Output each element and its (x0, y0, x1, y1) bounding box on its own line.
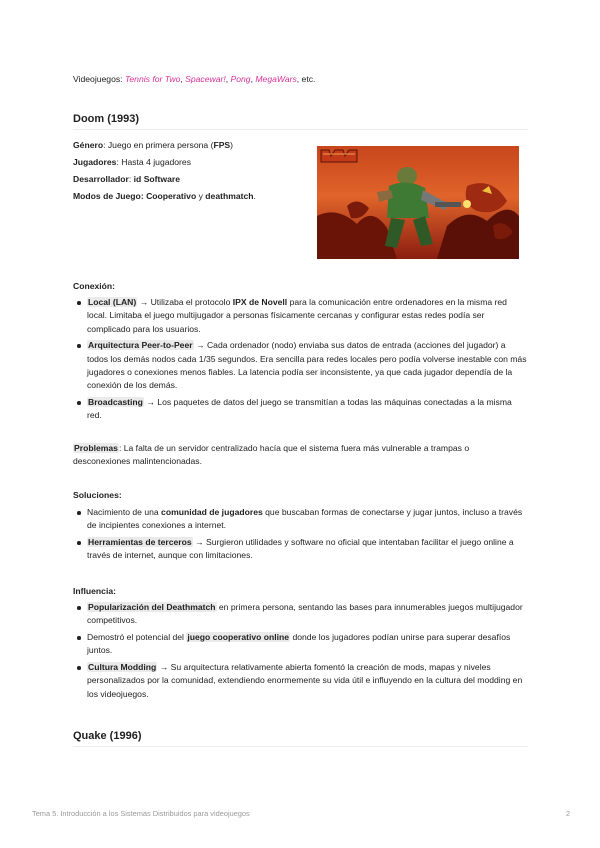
list-item: Herramientas de terceros → Surgieron utilidades y software no oficial que intentaban facilitar el juego online a través de internet, aunque con limitaciones. (73, 536, 528, 563)
list-item: Local (LAN) → Utilizaba el protocolo IPX de Novell para la comunicación entre ordenadores en la misma red local. Limitaba el juego multijugador a personas físicamente cercanas y configurar estas redes podía ser complicado para los usuarios. (73, 296, 528, 336)
conexion-list (73, 296, 528, 426)
influencia-list (73, 601, 528, 705)
link-megawars[interactable]: MegaWars (255, 74, 297, 84)
doom-players: Jugadores: Hasta 4 jugadores (73, 157, 191, 167)
list-item: Popularización del Deathmatch en primera persona, sentando las bases para innumerables juegos multijugador competitivos. (73, 601, 528, 628)
footer-title: Tema 5. Introducción a los Sistemas Distribuidos para videojuegos (32, 809, 250, 818)
doom-modes: Modos de Juego: Cooperativo y deathmatch. (73, 191, 256, 201)
link-pong[interactable]: Pong (230, 74, 251, 84)
section-title-quake: Quake (1996) (73, 730, 142, 742)
soluciones-list (73, 506, 528, 566)
heading-conexion: Conexión: (73, 281, 116, 291)
page-number: 2 (566, 809, 571, 818)
link-tennis-for-two[interactable]: Tennis for Two (124, 74, 181, 84)
section-divider (73, 129, 528, 130)
intro-label: Videojuegos (73, 74, 121, 84)
doom-cover-image (317, 146, 519, 259)
problemas-paragraph: Problemas: La falta de un servidor centralizado hacía que el sistema fuera más vulnerable a trampas o desconexiones malintencionadas. (73, 443, 470, 467)
list-item: Demostró el potencial del juego cooperativo online donde los jugadores podían unirse para superar desafíos juntos. (73, 631, 528, 658)
doom-genre: Género: Juego en primera persona (FPS) (73, 140, 234, 150)
list-item: Cultura Modding → Su arquitectura relativamente abierta fomentó la creación de mods, mapas y niveles personalizados por la comunidad, extendiendo enormemente su vida útil e influyendo en la cultura del modding en los videojuegos. (73, 661, 528, 701)
list-item: Arquitectura Peer-to-Peer → Cada ordenador (nodo) enviaba sus datos de entrada (acciones del jugador) a todos los demás nodos cada 1/35 segundos. Era sencilla para redes locales pero podía volverse inestable con más jugadores o conexiones menos fiables. La latencia podía ser inconsistente, ya que cada jugador dependía de la conexión de los demás. (73, 339, 528, 392)
heading-soluciones: Soluciones: (73, 490, 122, 500)
list-item: Broadcasting → Los paquetes de datos del juego se transmitían a todas las máquinas conectadas a la misma red. (73, 396, 528, 423)
list-item: Nacimiento de una comunidad de jugadores que buscaban formas de conectarse y jugar juntos, incluso a través de incipientes conexiones a internet. (73, 506, 528, 533)
intro-line: Videojuegos: Tennis for Two, Spacewar!, Pong, MegaWars, etc. (73, 74, 316, 84)
heading-influencia: Influencia: (73, 586, 116, 596)
section-divider (73, 746, 528, 747)
link-spacewar[interactable]: Spacewar! (185, 74, 226, 84)
section-title-doom: Doom (1993) (73, 113, 140, 125)
doom-developer: Desarrollador: id Software (73, 174, 180, 184)
